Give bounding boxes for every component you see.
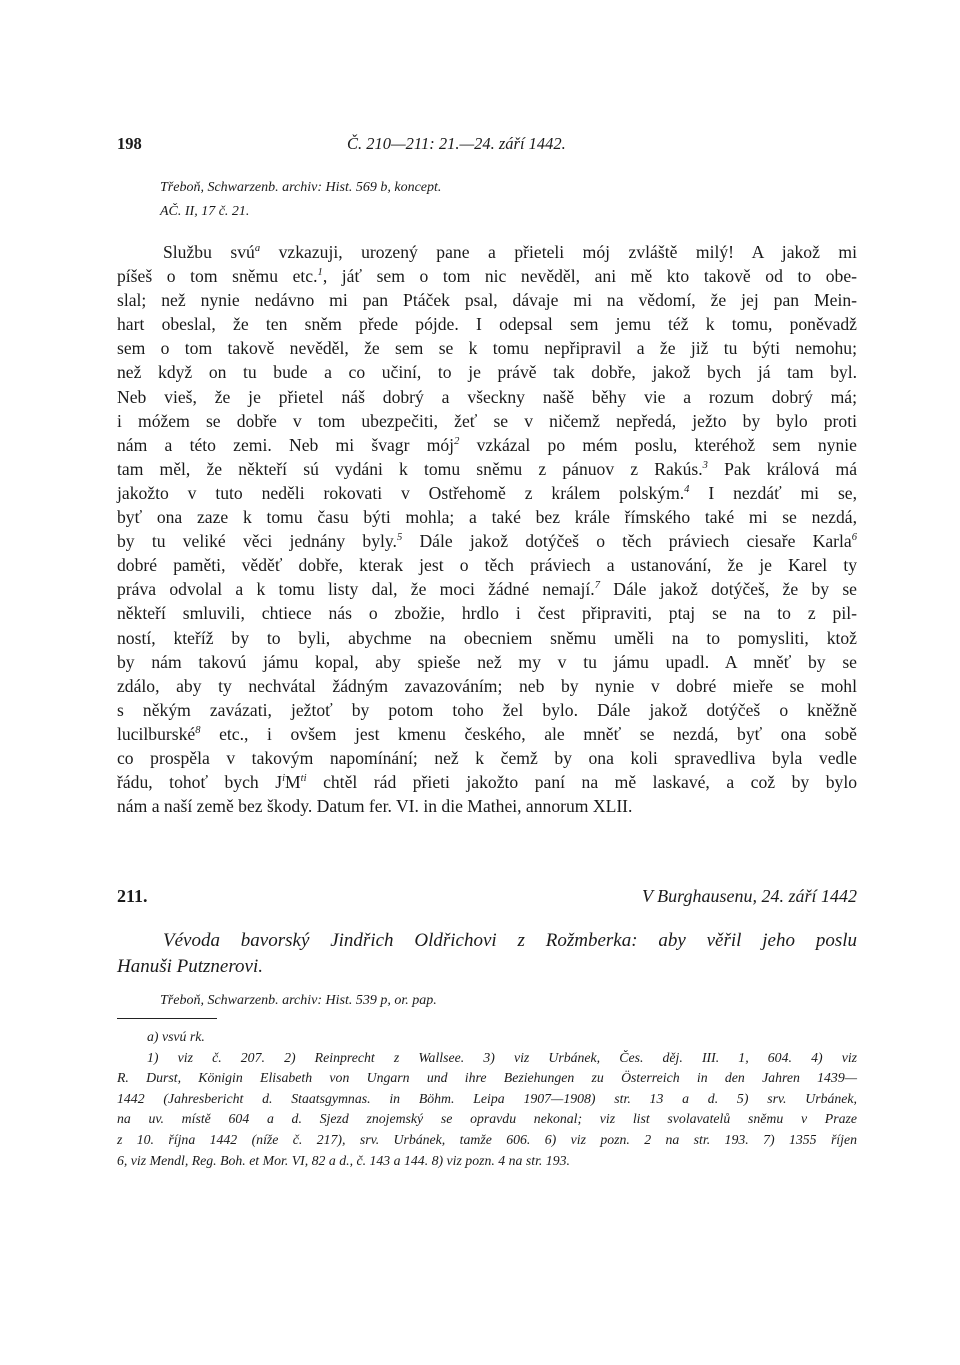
footnote-3: 3) viz Urbánek, Čes. děj. III. 1, 604. — [483, 1049, 792, 1065]
text-line: Službu svú$^a$ vzkazuji, urozený pane a přieteli mój zvláště milý! A jakož mi — [163, 242, 857, 262]
text-line: ností, kteříž by to byli, abychme na obecniem sněmu uměli na to pomysliti, ktož — [117, 627, 857, 648]
document-header — [117, 886, 857, 912]
text-line: i móžem se dobře v tom ubezpečiti, žeť se v ničemž nepředá, ježto by bylo proti — [117, 410, 857, 431]
footnotes — [117, 1027, 857, 1171]
text-line: píšeš o tom sněmu etc.$^1$, jáť sem o tom nic nevěděl, ani mě kto takově od to obe- — [117, 266, 857, 287]
footnote-marker-a: a — [254, 243, 261, 255]
text-line: by nám takovú jámu kopal, aby spieše než my v tu jámu upadl. A mněť by se — [117, 651, 857, 672]
page-number: 198 — [117, 134, 142, 153]
text-line: co prospěla v takovým napomínání; než k čemž by ona koli spravedliva byla vedle — [117, 747, 857, 768]
footnote-4: 4) viz — [811, 1049, 858, 1065]
regest — [117, 928, 857, 980]
document-place-date: V Burghausenu, 24. září 1442 — [641, 886, 857, 906]
text-line: řádu, tohoť bych $J^iM^{ti}$ chtěl rád přieti jakožto paní na mě laskavé, a což by bylo — [117, 772, 858, 793]
edition-reference: AČ. II, 17 č. 21. — [160, 204, 250, 219]
footnote-marker-5: 5 — [396, 532, 403, 544]
footnote-marker-1: 1 — [317, 267, 323, 279]
footnote-rule — [117, 1018, 217, 1019]
text-line: jakožto v tuto neděli rokovati v Ostřehomě z králem polským.$^4$ I nezdáť mi se, — [117, 482, 857, 503]
footnote-marker-3: 3 — [702, 459, 708, 471]
footnote-marker-4: 4 — [684, 484, 690, 496]
text-line: slal; než nynie nedávno mi pan Ptáček psal, dávaje mi na vědomí, že jej pan Mein- — [117, 290, 857, 311]
text-line: byť ona zaze k tomu času býti mohla; a také bez krále římského také mi se nezdá, — [117, 507, 857, 528]
text-line: hart obeslal, že ten sněm přede pójde. I odepsal sem jemu též k tomu, poněvadž — [117, 314, 857, 335]
footnote-marker-2: 2 — [454, 435, 460, 447]
text-line: někteří smluvili, chtiece nás o zbožie, hrdlo i čest připraviti, ptaj se na to z pil- — [117, 603, 857, 624]
text-line: Neb vieš, že je přietel náš dobrý a všeckny našě běhy vie a rozum dobrý má; — [117, 386, 857, 407]
text-line: zdálo, aby ty nechvátal žádným zavazováním; neb by nynie v dobré mieře se mohl — [117, 675, 857, 696]
abbreviation-superscript: i — [282, 773, 286, 785]
footnote-1: 1) viz č. 207. — [147, 1049, 265, 1065]
footnote-line: z 10. října 1442 (níže č. 217), srv. Urbánek, tamže 606. 6) viz pozn. 2 na str. 193. 7) 1355 říjen — [117, 1131, 857, 1147]
footnote-line — [117, 1048, 857, 1069]
archive-source: Třeboň, Schwarzenb. archiv: Hist. 569 b, koncept. — [160, 180, 442, 195]
document-source: Třeboň, Schwarzenb. archiv: Hist. 539 p, or. pap. — [160, 993, 437, 1008]
text-line: lucilburské$^8$ etc., i ovšem jest kmenu českého, ale mněť se nezdá, byť ona sobě — [117, 723, 857, 744]
text-line: s někým zavázati, ježtoť by potom toho žel bylo. Dále jakož dotýčeš o kněžně — [117, 699, 857, 720]
text-line: práva odvolal a k tomu listy dal, že moci žádné nemají.$^7$ Dále jakož dotýčeš, že by se — [117, 579, 857, 600]
document-number: 211. — [117, 886, 148, 906]
abbreviation-superscript: ti — [300, 773, 307, 785]
running-head: Č. 210—211: 21.—24. září 1442. — [347, 134, 566, 153]
footnote-line: R. Durst, Königin Elisabeth von Ungarn und ihre Beziehungen zu Österreich in den Jahren 1439— — [117, 1070, 857, 1086]
footnote-a: a) vsvú rk. — [147, 1029, 205, 1044]
footnote-line: 1442 (Jahresbericht d. Staatsgymnas. in Böhm. Leipa 1907—1908) str. 13 a d. 5) srv. Urbánek, — [117, 1090, 857, 1106]
footnote-marker-6: 6 — [851, 532, 857, 544]
text-line: tam měl, že někteří sú vydáni k tomu sněmu z pánuov z Rakús.$^3$ Pak králová má — [117, 458, 857, 479]
footnote-2: 2) Reinprecht z Wallsee. — [284, 1049, 465, 1065]
text-line: dobré paměti, věděť dobře, kterak jest o těch práviech a ustanování, že je Karel ty — [117, 555, 857, 576]
text-line: nám a této zemi. Neb mi švagr mój$^2$ vzkázal po mém poslu, kteréhož sem nynie — [117, 434, 857, 455]
regest-line: Vévoda bavorský Jindřich Oldřichovi z Rožmberka: aby věřil jeho poslu — [163, 930, 857, 951]
footnote-line: 6, viz Mendl, Reg. Boh. et Mor. VI, 82 a d., č. 143 a 144. 8) viz pozn. 4 na str. 193. — [117, 1152, 570, 1168]
footnote-marker-7: 7 — [594, 580, 600, 592]
text-line: nám a naší země bez škody. Datum fer. VI. in die Mathei, annorum XLII. — [117, 796, 633, 817]
text-line: by tu veliké věci jednány byly.$^5$ Dále jakož dotýčeš o těch práviech ciesaře Karla$^6$ — [117, 531, 857, 552]
footnote-marker-8: 8 — [195, 725, 201, 737]
letter-text — [117, 240, 857, 818]
regest-line: Hanuši Putznerovi. — [117, 956, 264, 977]
page-header — [117, 134, 857, 158]
text-line: než když on tu bude a co učiní, to je právě tak dobře, jakož bych já tam byl. — [117, 362, 857, 383]
text-line: sem o tom takově nevěděl, že sem se k tomu nepřipravil a že již tu býti nemohu; — [117, 338, 857, 359]
footnote-line: na uv. místě 604 a d. Sjezd znojemský se opravdu nekonal; viz list svolavatelů sněmu v Praze — [117, 1111, 857, 1127]
